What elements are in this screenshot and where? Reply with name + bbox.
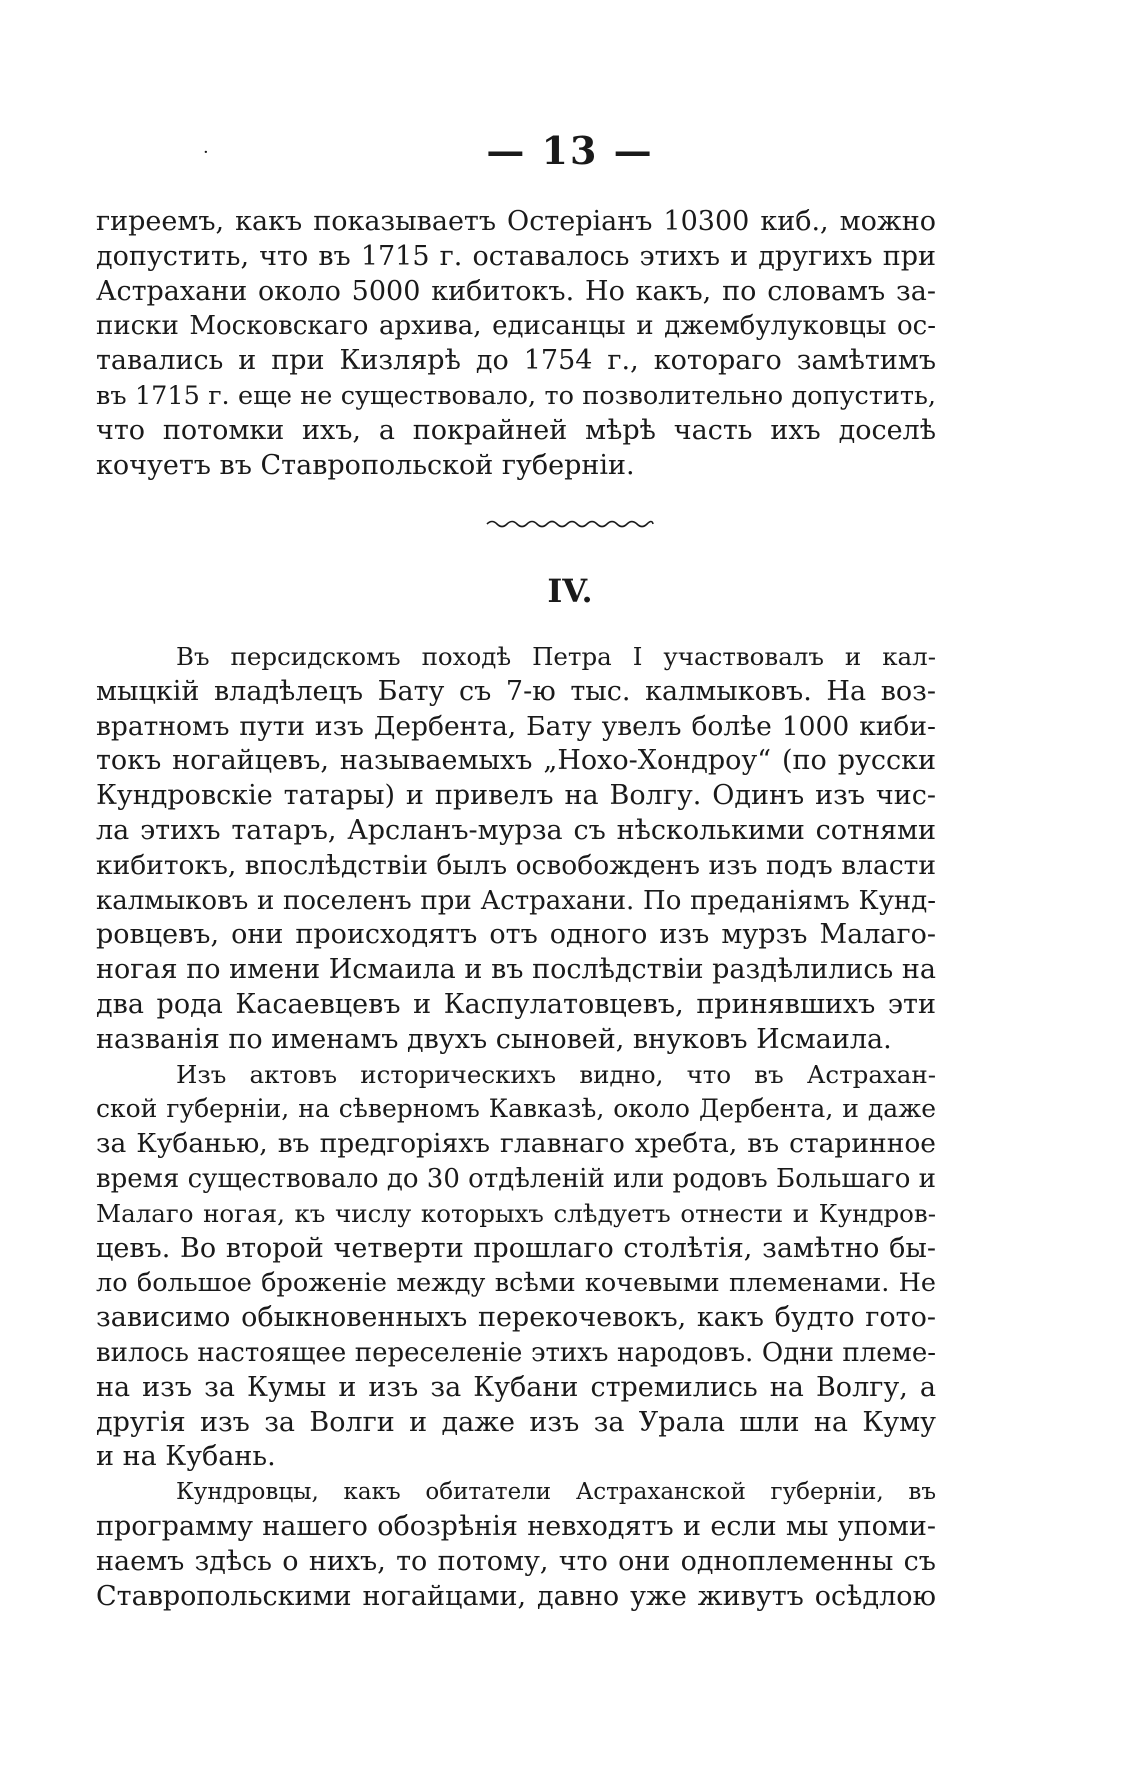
text-line: ской губерніи, на сѣверномъ Кавказѣ, около Дербента, и даже [96,1094,936,1124]
text-line: Астрахани около 5000 кибитокъ. Но какъ, по словамъ за- [96,275,936,307]
wave-ornament-icon [485,517,655,531]
text-line: въ 1715 г. еще не существовало, то позволительно допустить, [96,380,936,411]
text-line: Кундровцы, какъ обитатели Астраханской губерніи, въ [176,1479,936,1506]
top-paragraph [96,205,936,483]
text-line: кибитокъ, впослѣдствіи былъ освобожденъ изъ подъ власти [96,849,936,881]
text-line: за Кубанью, въ предгоріяхъ главнаго хребта, въ старинное [96,1128,936,1160]
text-line: гиреемъ, какъ показываетъ Остеріанъ 10300 киб., можно [96,206,936,237]
text-line: Изъ актовъ историческихъ видно, что въ Астрахан- [176,1059,936,1089]
text-line: наемъ здѣсь о нихъ, то потому, что они одноплеменны съ [96,1545,936,1577]
text-line: на изъ за Кумы и изъ за Кубани стремились на Волгу, а [96,1371,936,1403]
main-text [96,640,936,1614]
text-line: зависимо обыкновенныхъ перекочевокъ, какъ будто гото- [96,1302,936,1334]
text-line: Ставропольскими ногайцами, давно уже живутъ осѣдлою [96,1580,936,1612]
text-line: токъ ногайцевъ, называемыхъ „Нохо-Хондроу“ (по русски [96,745,936,777]
text-line: вратномъ пути изъ Дербента, Бату увелъ болѣе 1000 киби- [96,710,936,742]
text-line: ногая по имени Исмаила и въ послѣдствіи раздѣлились на [96,954,936,986]
text-line: программу нашего обозрѣнія невходятъ и если мы упоми- [96,1510,936,1542]
text-line: кочуетъ въ Ставропольской губерніи. [96,449,635,481]
section-heading: IV. [547,572,593,610]
text-line: допустить, что въ 1715 г. оставалось этихъ и другихъ при [96,240,936,272]
ornament-divider [0,516,1140,535]
text-line: ровцевъ, они происходятъ отъ одного изъ мурзъ Малаго- [96,919,936,951]
text-line: Малаго ногая, къ числу которыхъ слѣдуетъ отнести и Кундров- [96,1198,936,1228]
paragraph-3 [96,1475,936,1614]
text-line: писки Московскаго архива, едисанцы и джембулуковцы ос- [96,311,936,342]
text-line: время существовало до 30 отдѣленій или родовъ Большаго и [96,1163,936,1194]
stray-print-mark: · [203,142,209,163]
text-line: и на Кубань. [96,1441,276,1473]
text-line: мыцкій владѣлецъ Бату съ 7-ю тыс. калмыковъ. На воз- [96,675,936,707]
text-line: калмыковъ и поселенъ при Астрахани. По преданіямъ Кунд- [96,885,936,916]
text-line: ла этихъ татаръ, Арсланъ-мурза съ нѣсколькими сотнями [96,814,936,846]
text-line: вилось настоящее переселеніе этихъ народовъ. Одни племе- [96,1337,936,1368]
text-line: другія изъ за Волги и даже изъ за Урала шли на Куму [96,1406,936,1438]
page-number: — 13 — [486,128,654,173]
paragraph-2 [96,1058,936,1476]
text-line: Кундровскіе татары) и привелъ на Волгу. Одинъ изъ чис- [96,780,936,812]
text-line: ло большое броженіе между всѣми кочевыми племенами. Не [96,1268,936,1299]
text-line: два рода Касаевцевъ и Каспулатовцевъ, принявшихъ эти [96,988,936,1020]
text-line: Въ персидскомъ походѣ Петра I участвовалъ и кал- [176,642,936,671]
paragraph-1 [96,640,936,1058]
text-line: что потомки ихъ, а покрайней мѣрѣ часть ихъ доселѣ [96,414,936,446]
text-line: тавались и при Кизлярѣ до 1754 г., котораго замѣтимъ [96,345,936,377]
text-line: цевъ. Во второй четверти прошлаго столѣтія, замѣтно бы- [96,1232,936,1264]
text-line: названія по именамъ двухъ сыновей, внуковъ Исмаила. [96,1023,892,1055]
